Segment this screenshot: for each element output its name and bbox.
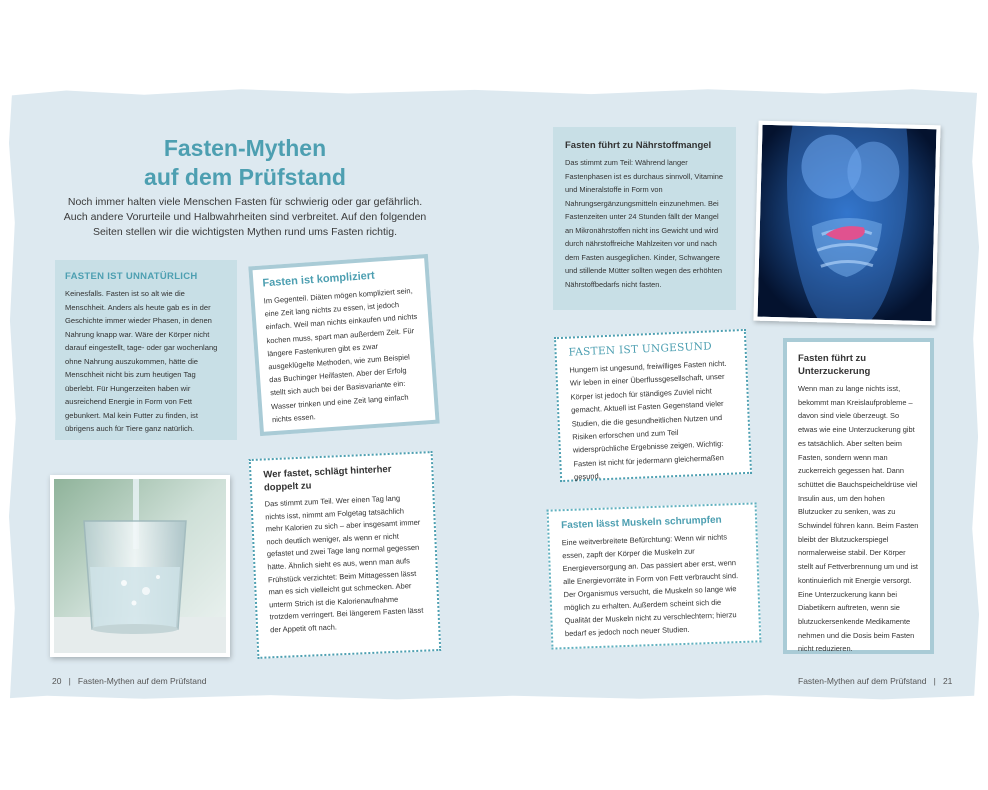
box-doppelt [249,451,442,659]
box-muskeln-heading: Fasten lässt Muskeln schrumpfen [560,514,722,532]
box-unnatuerlich-text: Keinesfalls. Fasten ist so alt wie die Menschheit. Anders als heute gab es in der Geschichte immer wieder Phasen, in denen Nahrung knapp war. Wäre der Körper nicht darauf eingestellt, tage- oder gar wochenlang ohne Nahrung auszukommen, hätte die Menschheit nicht bis zum heutigen Tag überlebt. Für Hungerzeiten haben wir ausreichend Energie in Form von Fett gebunkert. Mal kein Futter zu finden, ist übrigens auch für Tiere ganz natürlich. [65,289,218,433]
box-doppelt-text: Das stimmt zum Teil. Wer einen Tag lang nichts isst, nimmt am Folgetag tatsächlich mehr Kalorien zu sich – aber insgesamt immer noch deutlich weniger, als wenn er nicht gefastet und zwei Tage lang normal gegessen hätte. Ähnlich sieht es aus, wenn man aufs Frühstück verzichtet: Beim Mittagessen lässt man es sich vielleicht gut schmecken. Aber unterm Strich ist die Kalorienaufnahme trotzdem verringert. Bei längerem Fasten lässt der Appetit oft nach. [264,493,424,635]
xray-body-photo [753,121,940,326]
footer-left-title: Fasten-Mythen auf dem Prüfstand [77,676,207,686]
box-muskeln [547,502,762,649]
box-doppelt-heading: Wer fastet, schlägt hinterher doppelt zu [263,463,392,494]
box-naehrstoff-text: Das stimmt zum Teil: Während langer Fastenphasen ist es durchaus sinnvoll, Vitamine und Mineralstoffe in Form von Nahrungsergänzungsmitteln einzunehmen. Bei Fastenzeiten unter 24 Stunden fällt der Mangel an Mikronährstoffen nicht ins Gewicht und wird durch nährstoffreiche Mahlzeiten vor und nach dem Fasten ausgeglichen. Kinder, Schwangere und stillende Mütter sollten wegen des erhöhten Nährstoffbedarfs nicht fasten. [565,158,724,289]
page-title [95,134,395,192]
box-unnatuerlich [55,260,237,440]
box-unterzuckerung [783,338,934,654]
title-line-2: auf dem Prüfstand [144,164,346,190]
footer-right [798,676,952,686]
box-kompliziert-heading: Fasten ist kompliziert [262,269,376,290]
box-ungesund-heading: FASTEN IST UNGESUND [568,340,713,359]
footer-left-page-number: 20 [52,676,62,686]
box-unterzuckerung-heading: Fasten führt zu Unterzuckerung [798,353,871,377]
footer-left [52,676,206,686]
water-glass-image [54,479,226,653]
box-kompliziert [248,254,439,436]
footer-right-title: Fasten-Mythen auf dem Prüfstand [798,676,927,686]
box-naehrstoff-heading: Fasten führt zu Nährstoffmangel [565,140,712,151]
xray-body-image [758,125,937,321]
box-ungesund [554,329,752,482]
footer-right-separator: | [933,676,936,686]
footer-left-separator: | [68,676,71,686]
box-naehrstoff [553,127,736,310]
box-unnatuerlich-heading: FASTEN IST UNNATÜRLICH [65,271,198,282]
box-ungesund-text: Hungern ist ungesund, freiwilliges Fasten nicht. Wir leben in einer Überflussgesellschaft, unser Körper ist jedoch für ständiges Zuviel nicht gemacht. Aktuell ist Fasten Gegenstand vieler Studien, die die gesundheitlichen Nutzen und Risiken erforschen und zum Teil widersprüchliche Ergebnisse zeigen. Wichtig: Fasten ist nicht für jedermann gleichermaßen gesund. [569,358,727,482]
water-glass-photo [50,475,230,657]
footer-right-page-number: 21 [942,676,953,686]
box-kompliziert-text: Im Gegenteil. Diäten mögen kompliziert sein, eine Zeit lang nichts zu essen, ist jedoch einfach. Weil man nichts einkaufen und nichts kochen muss, spart man außerdem Zeit. Für längere Fastenkuren gibt es zwar ausgeklügelte Methoden, wie zum Beispiel das Buchinger Heilfasten. Aber der Erfolg stellt sich auch bei der Basisvariante ein: Wasser trinken und eine Zeit lang einfach nichts essen. [263,286,418,425]
box-muskeln-text: Eine weitverbreitete Befürchtung: Wenn wir nichts essen, zapft der Körper die Muskeln zur Energieversorgung an. Das passiert aber erst, wenn alle Energievorräte in Form von Fett verbraucht sind. Der Organismus versucht, die Muskeln so lange wie möglich zu erhalten. Außerdem scheint sich die Qualität der Muskeln nicht zu verschlechtern; hierzu bedarf es jedoch noch neuer Studien. [561,532,739,639]
box-unterzuckerung-text: Wenn man zu lange nichts isst, bekommt man Kreislaufprobleme – davon sind viele überzeugt. So etwas wie eine Unterzuckerung gibt es tatsächlich. Aber selten beim Fasten, sondern wenn man zuckerreich gegessen hat. Dann schüttet die Bauchspeicheldrüse viel Insulin aus, um den hohen Blutzucker zu senken, was zu Schwindel führen kann. Beim Fasten bleibt der Blutzuckerspiegel normalerweise stabil. Der Körper stellt auf Fettverbrennung um und ist kontinuierlich mit Energie versorgt. Eine Unterzuckerung kann bei Diabetikern auftreten, wenn sie blutzuckersenkende Medikamente nehmen und die Dosis beim Fasten nicht reduzieren. [798,384,919,654]
title-line-1: Fasten-Mythen [163,135,327,161]
intro-paragraph: Noch immer halten viele Menschen Fasten für schwierig oder gar gefährlich. Auch andere Vorurteile und Halbwahrheiten sind verbreitet. Auf den folgenden Seiten stellen wir die wichtigsten Mythen rund ums Fasten richtig. [63,196,427,238]
